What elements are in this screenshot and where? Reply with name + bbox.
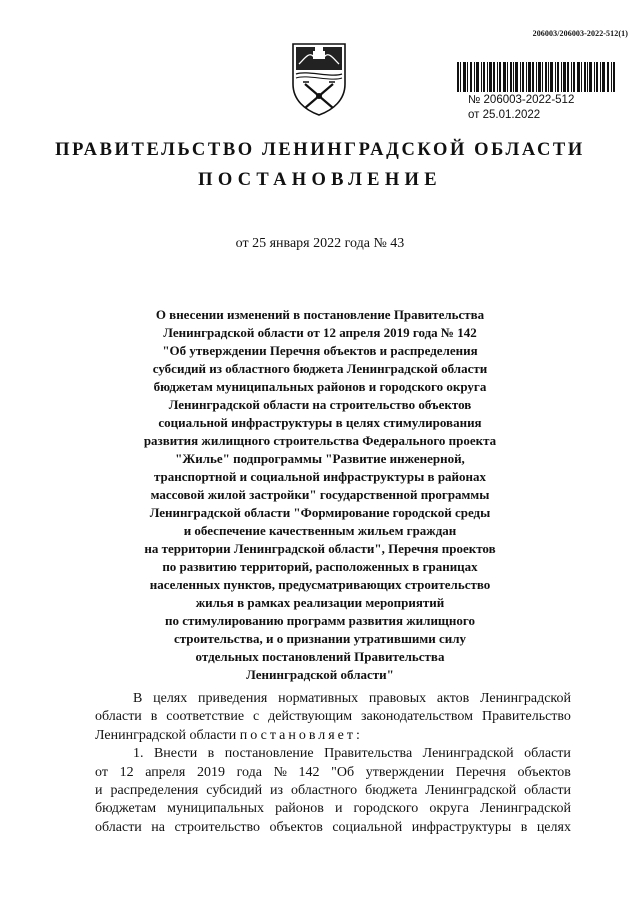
body-word: правовых bbox=[368, 691, 427, 706]
body-text: Ленинградской области bbox=[95, 727, 240, 743]
subject-line: по развитию территорий, расположенных в границах bbox=[162, 559, 478, 574]
body-word: с bbox=[253, 709, 260, 725]
body-word: целях bbox=[536, 819, 571, 835]
body-word: утверждении bbox=[365, 764, 445, 780]
registration-number: № 206003-2022-512 bbox=[468, 94, 575, 106]
subject-line: О внесении изменений в постановление Правительства bbox=[155, 307, 485, 322]
body-word: области bbox=[95, 709, 142, 725]
subject-line: и обеспечение качественным жильем граждан bbox=[183, 523, 457, 538]
subject-line: населенных пунктов, предусматривающих строительство bbox=[149, 577, 491, 592]
body-word: Ленинградской bbox=[480, 691, 571, 706]
body-word: 2019 bbox=[196, 764, 225, 780]
subject-line: "Об утверждении Перечня объектов и распределения bbox=[162, 343, 478, 358]
resolution-word: постановляет: bbox=[239, 727, 363, 743]
government-title: ПРАВИТЕЛЬСТВО ЛЕНИНГРАДСКОЙ ОБЛАСТИ bbox=[55, 140, 585, 160]
body-word: от bbox=[95, 764, 108, 780]
subject-line: Ленинградской области на строительство объектов bbox=[168, 397, 472, 412]
body-word: бюджетам bbox=[95, 801, 157, 817]
body-word: объектов bbox=[517, 764, 571, 780]
body-word: социальной bbox=[332, 819, 403, 835]
body-word: распределения bbox=[110, 783, 199, 799]
body-word: в bbox=[207, 746, 215, 762]
body-word: года bbox=[236, 764, 262, 780]
body-word: соответствие bbox=[166, 709, 245, 725]
body-word: 12 bbox=[119, 764, 134, 780]
body-word: муниципальных bbox=[167, 801, 265, 817]
body-line bbox=[95, 782, 571, 800]
body-word: Правительство bbox=[481, 709, 571, 725]
subject-line: по стимулированию программ развития жилищного bbox=[165, 613, 475, 628]
body-word: Ленинградской bbox=[479, 801, 571, 817]
body-word: строительство bbox=[174, 819, 261, 835]
body-word: апреля bbox=[145, 764, 186, 780]
body-word: Ленинградской bbox=[425, 783, 517, 799]
body-word: нормативных bbox=[278, 691, 359, 706]
body-line bbox=[95, 800, 571, 818]
subject-line: на территории Ленинградской области", Перечня проектов bbox=[144, 541, 496, 556]
document-body bbox=[95, 690, 571, 837]
body-word: Правительства bbox=[324, 746, 413, 762]
body-word: приведения bbox=[198, 691, 268, 706]
registration-block bbox=[468, 93, 574, 123]
body-word: целях bbox=[153, 691, 188, 706]
body-word: округа bbox=[429, 801, 469, 817]
subject-line: жилья в рамках реализации мероприятий bbox=[195, 595, 445, 610]
subject-line: строительства, и о признании утратившими силу bbox=[173, 631, 467, 646]
body-word: области bbox=[524, 746, 571, 762]
body-word: актов bbox=[436, 691, 470, 706]
body-word: области bbox=[524, 783, 571, 799]
body-word: 1. bbox=[133, 746, 144, 762]
subject-line: отдельных постановлений Правительства bbox=[195, 649, 445, 664]
body-line bbox=[95, 708, 571, 726]
body-word: постановление bbox=[224, 746, 314, 762]
subject-line: развития жилищного строительства Федерального проекта bbox=[143, 433, 497, 448]
body-word: в bbox=[520, 819, 528, 835]
body-word: инфраструктуры bbox=[411, 819, 512, 835]
subject-line: Ленинградской области" bbox=[246, 667, 394, 682]
subject-line: субсидий из областного бюджета Ленинградской области bbox=[152, 361, 488, 376]
body-word: субсидий bbox=[206, 783, 263, 799]
body-word: действующим bbox=[268, 709, 353, 725]
body-word: № bbox=[273, 764, 287, 780]
body-word: городского bbox=[353, 801, 419, 817]
document-code: 206003/206003-2022-512(1) bbox=[532, 29, 628, 38]
document-date-number: от 25 января 2022 года № 43 bbox=[235, 236, 405, 251]
subject-line: Ленинградской области "Формирование городской среды bbox=[149, 505, 491, 520]
body-line bbox=[95, 727, 571, 745]
body-word: "Об bbox=[331, 764, 355, 780]
subject-line: социальной инфраструктуры в целях стимулирования bbox=[158, 415, 482, 430]
body-word: В bbox=[133, 691, 143, 706]
body-line bbox=[95, 690, 571, 708]
body-word: областного bbox=[290, 783, 358, 799]
subject-line: Ленинградской области от 12 апреля 2019 года № 142 bbox=[163, 325, 477, 340]
body-word: области bbox=[95, 819, 142, 835]
document-type: ПОСТАНОВЛЕНИЕ bbox=[198, 170, 442, 190]
body-word: из bbox=[270, 783, 284, 799]
body-word: Внести bbox=[153, 746, 198, 762]
body-word: объектов bbox=[269, 819, 323, 835]
subject-line: "Жилье" подпрограммы "Развитие инженерной, bbox=[175, 451, 465, 466]
coat-of-arms-icon bbox=[287, 38, 351, 118]
body-word: Перечня bbox=[455, 764, 506, 780]
body-word: бюджета bbox=[365, 783, 418, 799]
body-word: и bbox=[334, 801, 343, 817]
subject-line: массовой жилой застройки" государственной программы bbox=[150, 487, 490, 502]
barcode bbox=[457, 62, 615, 92]
body-line bbox=[95, 745, 571, 763]
body-word: законодательством bbox=[360, 709, 474, 725]
body-word: и bbox=[95, 783, 103, 799]
body-word: 142 bbox=[298, 764, 320, 780]
body-line bbox=[95, 764, 571, 782]
subject-line: транспортной и социальной инфраструктуры в районах bbox=[153, 469, 487, 484]
registration-date: от 25.01.2022 bbox=[468, 109, 541, 121]
body-word: в bbox=[150, 709, 158, 725]
document-subject bbox=[88, 306, 552, 684]
subject-line: бюджетам муниципальных районов и городского округа bbox=[153, 379, 487, 394]
body-word: на bbox=[151, 819, 165, 835]
body-word: Ленинградской bbox=[422, 746, 514, 762]
body-line bbox=[95, 819, 571, 837]
body-word: районов bbox=[275, 801, 324, 817]
